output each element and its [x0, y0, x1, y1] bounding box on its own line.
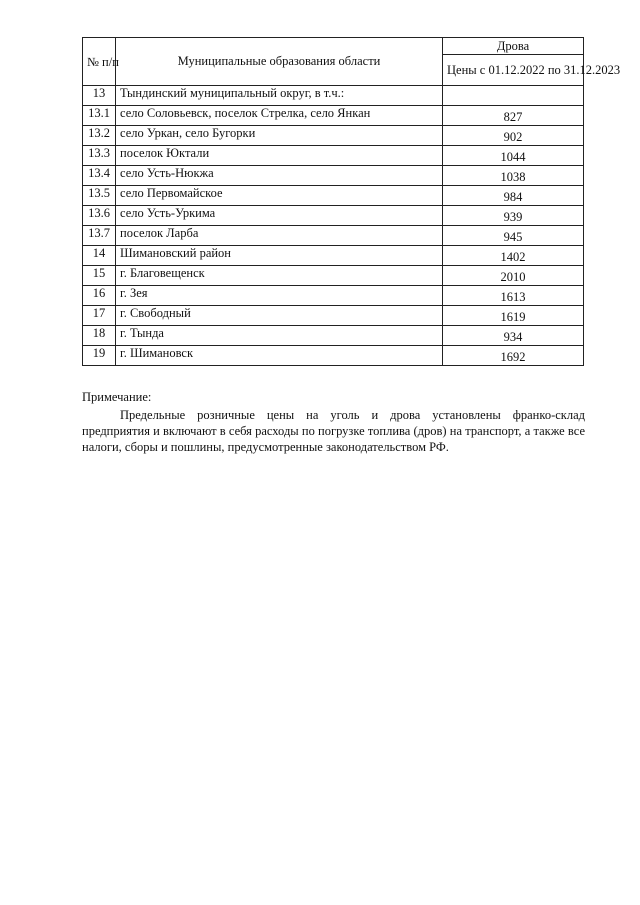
row-number: 13 [83, 86, 116, 106]
row-municipality: село Соловьевск, поселок Стрелка, село Янкан [116, 106, 443, 126]
row-price: 902 [443, 126, 584, 146]
row-municipality: село Усть-Уркима [116, 206, 443, 226]
table-row [83, 206, 584, 226]
table-row [83, 86, 584, 106]
row-number: 13.3 [83, 146, 116, 166]
row-number: 13.4 [83, 166, 116, 186]
row-number: 16 [83, 286, 116, 306]
column-header-number: № п/п [83, 38, 116, 86]
footnote-title: Примечание: [82, 390, 152, 404]
row-price: 984 [443, 186, 584, 206]
row-price [443, 86, 584, 106]
table-row [83, 226, 584, 246]
table-row [83, 126, 584, 146]
table-row [83, 306, 584, 326]
row-price: 934 [443, 326, 584, 346]
table-row [83, 346, 584, 366]
table-row [83, 246, 584, 266]
footnote [82, 389, 585, 455]
row-municipality: поселок Юктали [116, 146, 443, 166]
footnote-text: Предельные розничные цены на уголь и дрова установлены франко-склад предприятия и включают в себя расходы по погрузке топлива (дров) на транспорт, а также все налоги, сборы и пошлины, предусмотренные законодательством РФ. [82, 408, 585, 454]
row-number: 14 [83, 246, 116, 266]
row-number: 13.2 [83, 126, 116, 146]
row-price: 827 [443, 106, 584, 126]
column-header-municipality: Муниципальные образования области [116, 38, 443, 86]
column-header-price-period: Цены с 01.12.2022 по 31.12.2023 [443, 55, 584, 86]
price-table-body [83, 86, 584, 366]
row-price: 1613 [443, 286, 584, 306]
row-municipality: поселок Ларба [116, 226, 443, 246]
table-row [83, 286, 584, 306]
row-municipality: село Усть-Нюкжа [116, 166, 443, 186]
row-number: 18 [83, 326, 116, 346]
row-number: 13.1 [83, 106, 116, 126]
price-table-header [83, 38, 621, 86]
row-number: 17 [83, 306, 116, 326]
column-group-header-firewood: Дрова [443, 38, 584, 55]
row-municipality: Тындинский муниципальный округ, в т.ч.: [116, 86, 443, 106]
row-municipality: село Первомайское [116, 186, 443, 206]
table-row [83, 186, 584, 206]
row-price: 2010 [443, 266, 584, 286]
row-municipality: г. Благовещенск [116, 266, 443, 286]
row-number: 13.5 [83, 186, 116, 206]
row-number: 15 [83, 266, 116, 286]
row-number: 13.6 [83, 206, 116, 226]
row-municipality: г. Шимановск [116, 346, 443, 366]
price-table [82, 37, 621, 366]
row-price: 945 [443, 226, 584, 246]
row-number: 19 [83, 346, 116, 366]
row-price: 939 [443, 206, 584, 226]
row-price: 1619 [443, 306, 584, 326]
row-municipality: Шимановский район [116, 246, 443, 266]
row-number: 13.7 [83, 226, 116, 246]
row-price: 1044 [443, 146, 584, 166]
row-municipality: г. Свободный [116, 306, 443, 326]
table-row [83, 326, 584, 346]
row-municipality: г. Тында [116, 326, 443, 346]
table-row [83, 146, 584, 166]
row-municipality: село Уркан, село Бугорки [116, 126, 443, 146]
row-price: 1038 [443, 166, 584, 186]
row-price: 1402 [443, 246, 584, 266]
row-municipality: г. Зея [116, 286, 443, 306]
table-row [83, 166, 584, 186]
row-price: 1692 [443, 346, 584, 366]
table-row [83, 106, 584, 126]
table-row [83, 266, 584, 286]
